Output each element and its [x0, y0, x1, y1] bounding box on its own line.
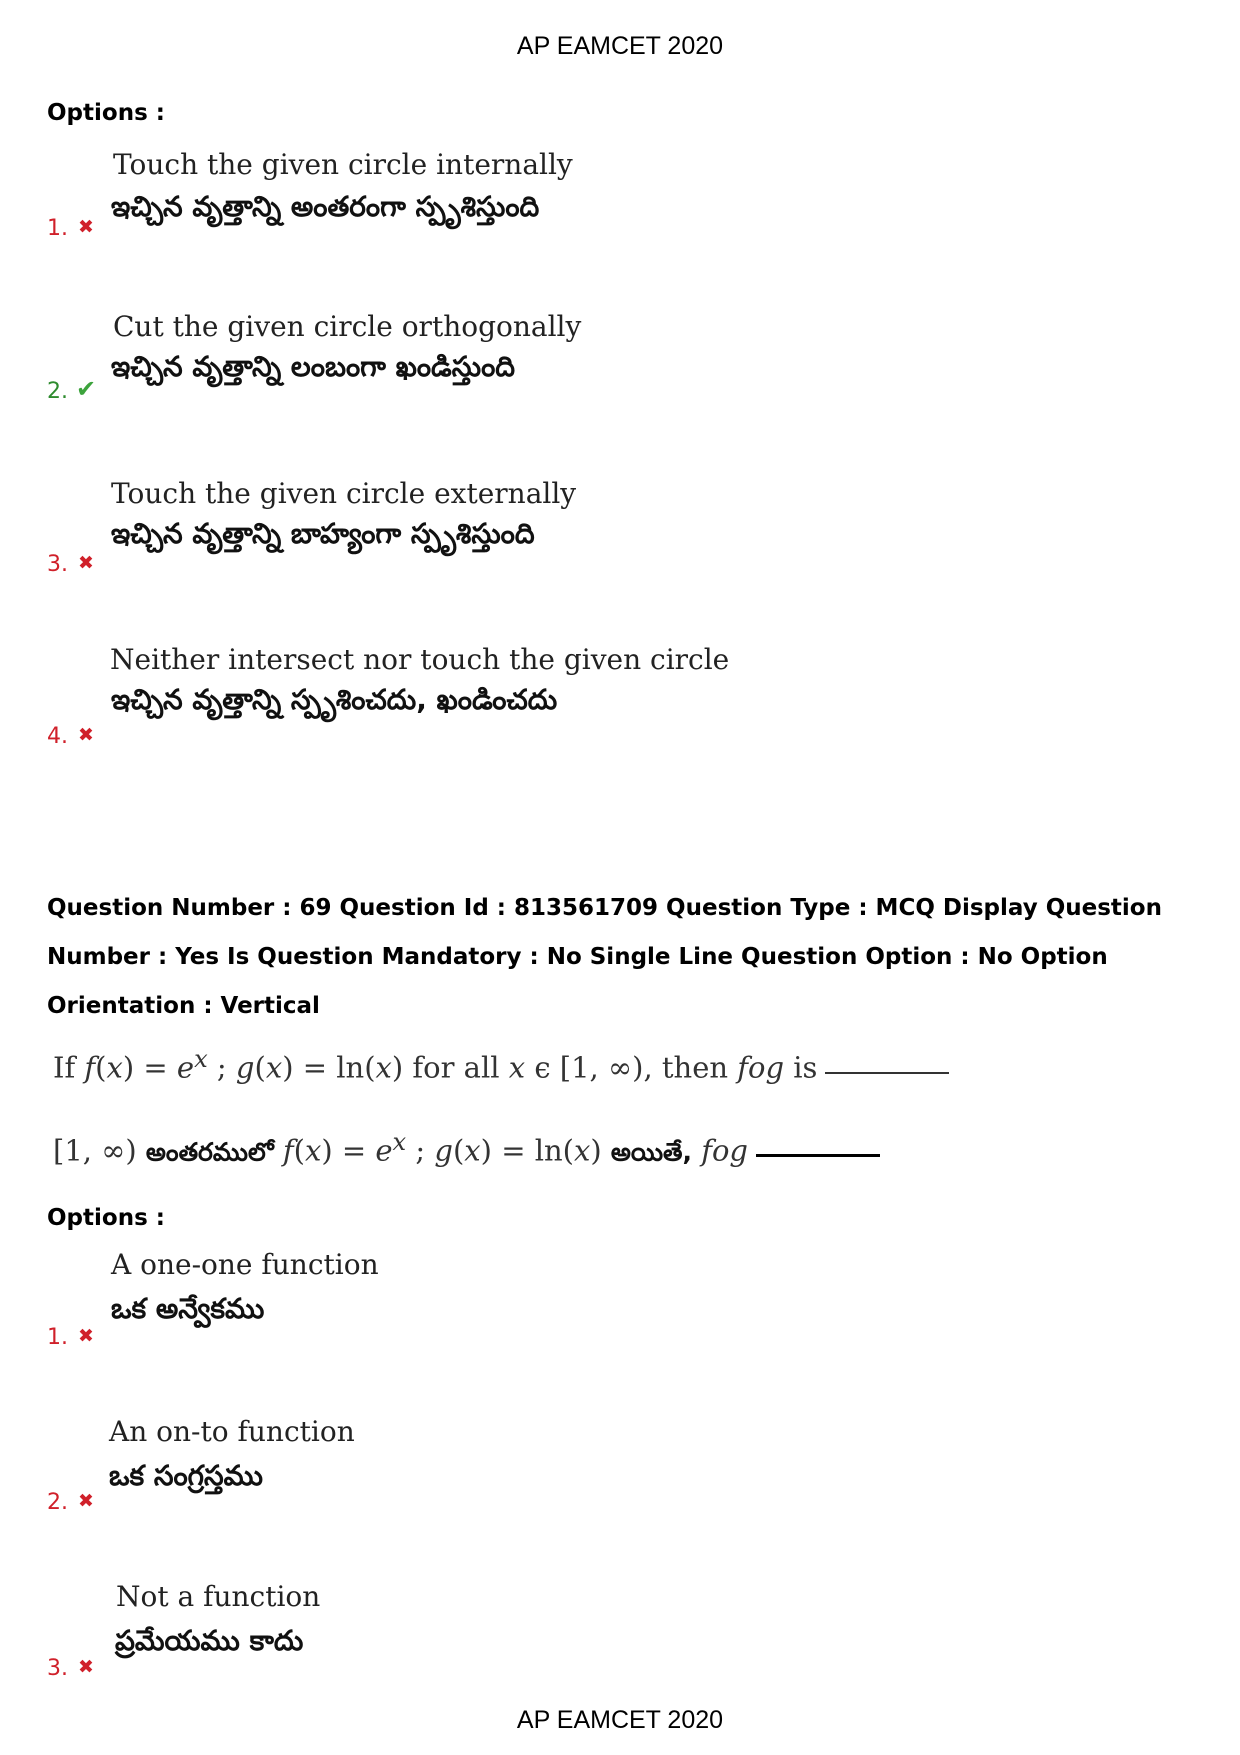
options-label: Options :	[47, 1205, 165, 1231]
option-text-english: A one-one function	[111, 1248, 379, 1281]
option-text-english: Touch the given circle externally	[111, 477, 577, 510]
option-text-telugu: ఇచ్చిన వృత్తాన్ని అంతరంగా స్పృశిస్తుంది	[111, 190, 540, 223]
option-number: 1.	[47, 1325, 68, 1350]
page-footer: AP EAMCET 2020	[516, 1706, 724, 1734]
option-row	[0, 643, 1240, 773]
option-number: 2.	[47, 379, 68, 404]
option-text-english: Not a function	[116, 1580, 321, 1613]
question-text-telugu: [1, ∞) అంతరములో $f(x) = e^x$ ; g(x) = ln(x) అయితే, fog	[53, 1128, 880, 1174]
option-text-telugu: ప్రమేయము కాదు	[115, 1624, 304, 1657]
option-number: 3.	[47, 1656, 68, 1681]
option-text-telugu: ఒక అన్వేకము	[111, 1292, 265, 1325]
option-text-english: Touch the given circle internally	[113, 148, 573, 181]
cross-mark-icon: ✖	[78, 724, 94, 746]
option-row	[0, 1415, 1240, 1545]
page-header: AP EAMCET 2020	[516, 32, 724, 60]
cross-mark-icon: ✖	[78, 1656, 94, 1678]
option-text-telugu: ఇచ్చిన వృత్తాన్ని లంబంగా ఖండిస్తుంది	[111, 350, 516, 383]
option-text-english: Cut the given circle orthogonally	[113, 310, 582, 343]
cross-mark-icon: ✖	[78, 1325, 94, 1347]
option-text-telugu: ఒక సంగ్రస్తము	[109, 1459, 263, 1492]
check-mark-icon: ✔	[76, 375, 97, 403]
option-text-english: An on-to function	[109, 1415, 355, 1448]
option-number: 2.	[47, 1490, 68, 1515]
option-text-telugu: ఇచ్చిన వృత్తాన్ని స్పృశించదు, ఖండించదు	[111, 683, 558, 716]
option-row	[0, 140, 1240, 270]
option-row	[0, 472, 1240, 602]
answer-blank	[756, 1153, 880, 1157]
option-row	[0, 1248, 1240, 1378]
option-number: 3.	[47, 552, 68, 577]
option-number: 1.	[47, 216, 68, 241]
cross-mark-icon: ✖	[78, 216, 94, 238]
option-text-english: Neither intersect nor touch the given circle	[110, 643, 730, 676]
cross-mark-icon: ✖	[78, 552, 94, 574]
answer-blank	[825, 1071, 949, 1074]
option-row	[0, 1580, 1240, 1710]
question-text-english: If $f(x) = e^x$ ; g(x) = ln(x) for all x ϵ [1, ∞), then fog is	[53, 1045, 949, 1085]
option-text-telugu: ఇచ్చిన వృత్తాన్ని బాహ్యంగా స్పృశిస్తుంది	[111, 517, 535, 550]
question-metadata: Question Number : 69 Question Id : 813561709 Question Type : MCQ Display Question Number : Yes Is Question Mandatory : No Single Line Question Option : No Option Orientation : Vertical	[47, 895, 1162, 1019]
option-number: 4.	[47, 724, 68, 749]
options-label: Options :	[47, 100, 165, 126]
option-row	[0, 305, 1240, 435]
cross-mark-icon: ✖	[78, 1490, 94, 1512]
